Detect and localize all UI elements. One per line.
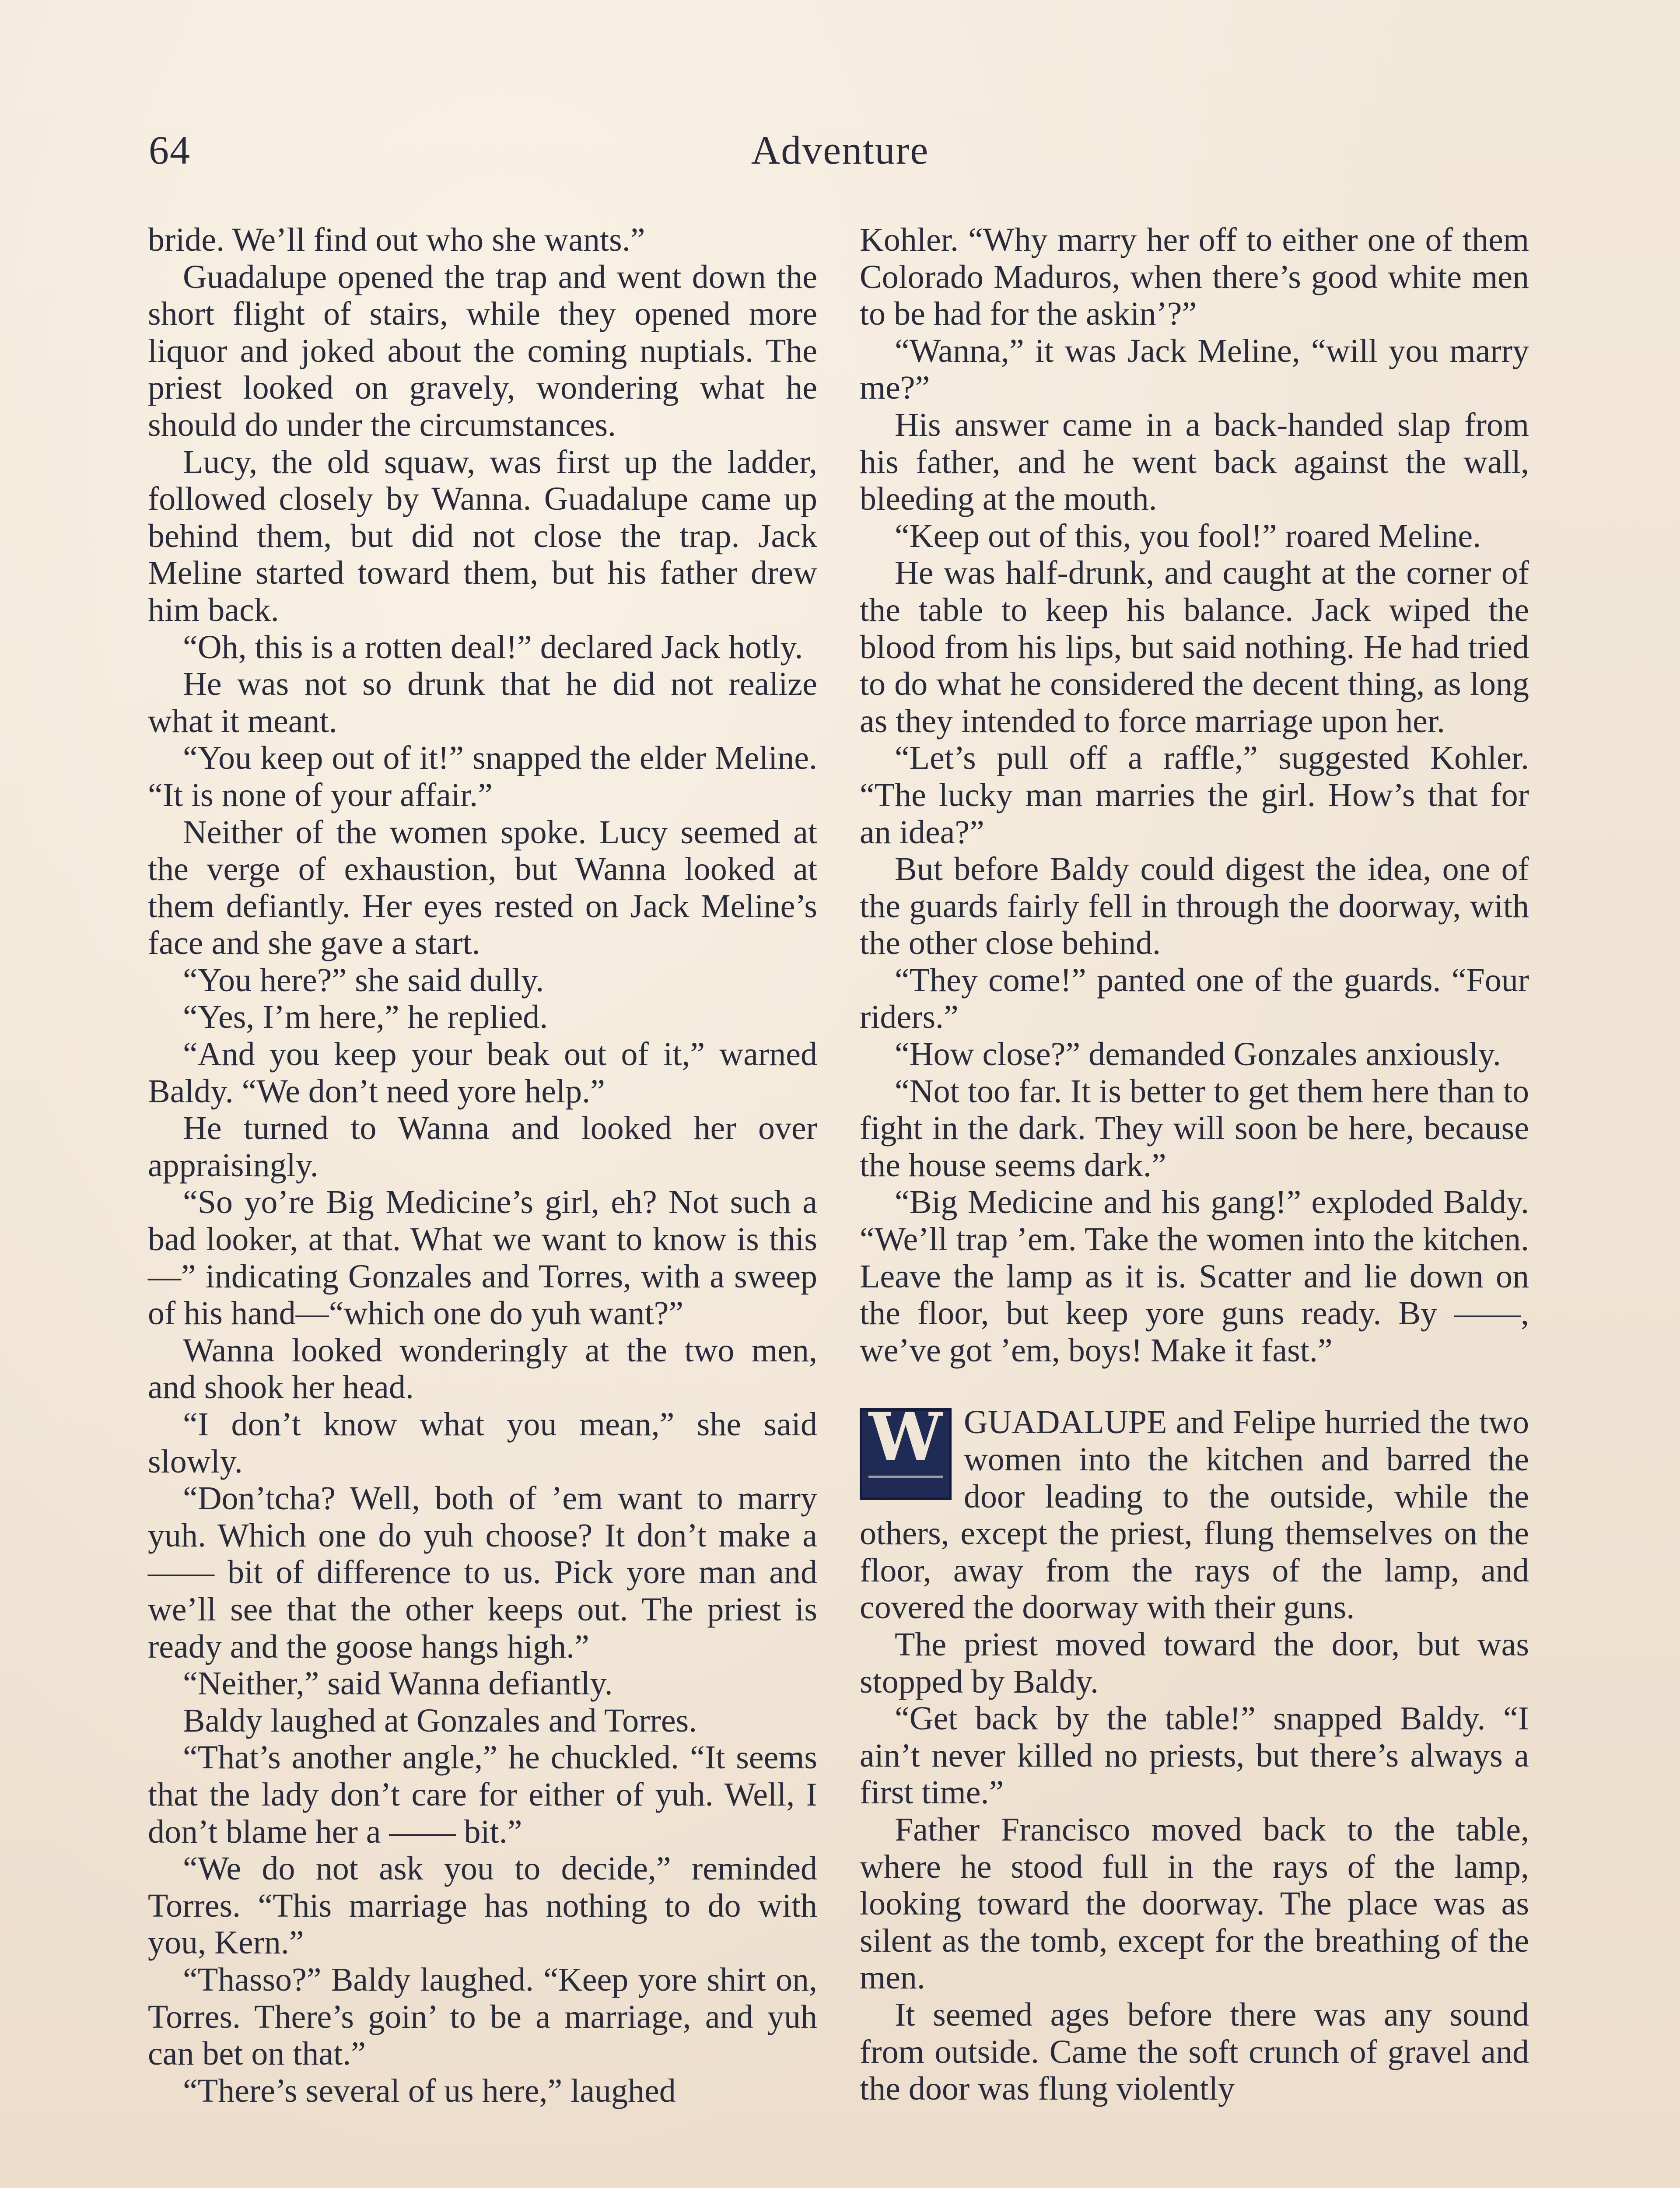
paragraph: “That’s another angle,” he chuckled. “It seems that the lady don’t care for either of yuh. Well, I don’t blame her a —— bit.” [148,1739,817,1850]
paragraph: His answer came in a back-handed slap from his father, and he went back against the wall, bleeding at the mouth. [860,406,1529,518]
paragraph: “How close?” demanded Gonzales anxiously. [895,1036,1501,1073]
paragraph: Wanna looked wonderingly at the two men, and shook her head. [148,1332,817,1406]
drop-cap-letter: W [868,1399,943,1476]
paragraph-continuation: bride. We’ll find out who she wants.” [148,221,645,258]
paragraph: Baldy laughed at Gonzales and Torres. [183,1702,697,1739]
paragraph: “We do not ask you to decide,” reminded Torres. “This marriage has nothing to do with you, Kern.” [148,1850,817,1961]
paragraph: “Neither,” said Wanna defiantly. [183,1665,613,1702]
paragraph: Neither of the women spoke. Lucy seemed at the verge of exhaustion, but Wanna looked at them defiantly. Her eyes rested on Jack Meline’s face and she gave a start. [148,813,817,962]
paragraph: He was half-drunk, and caught at the corner of the table to keep his balance. Jack wiped the blood from his lips, but said nothing. He had tried to do what he considered the decent thing, as long as they intended to force marriage upon her. [860,554,1529,740]
paragraph: “Thasso?” Baldy laughed. “Keep yore shirt on, Torres. There’s goin’ to be a marriage, and yuh can bet on that.” [148,1961,817,2072]
paragraph: It seemed ages before there was any sound from outside. Came the soft crunch of gravel and the door was flung violently [860,1996,1529,2107]
paragraph: “I don’t know what you mean,” she said slowly. [148,1406,817,1480]
paragraph: The priest moved toward the door, but was stopped by Baldy. [860,1626,1529,1700]
paragraph-section-start [860,1399,1529,1626]
paragraph: “Keep out of this, you fool!” roared Meline. [895,517,1481,554]
paragraph: He turned to Wanna and looked her over appraisingly. [148,1110,817,1184]
paragraph: “You keep out of it!” snapped the elder Meline. “It is none of your affair.” [148,740,817,813]
text-column-left [148,221,817,2109]
paragraph: “You here?” she said dully. [183,961,544,999]
text-column-right [860,221,1529,2107]
page-number: 64 [149,128,191,172]
paragraph: “Don’tcha? Well, both of ’em want to marry yuh. Which one do yuh choose? It don’t make a —— bit of difference to us. Pick yore man and we’ll see that the other keeps out. The priest is ready and the goose hangs high.” [148,1480,817,1665]
magazine-title: Adventure [751,128,929,172]
paragraph: Guadalupe opened the trap and went down the short flight of stairs, while they opened more liquor and joked about the coming nuptials. The priest looked on gravely, wondering what he should do under the circumstances. [148,258,817,443]
paragraph: “Get back by the table!” snapped Baldy. “I ain’t never killed no priests, but there’s always a first time.” [860,1700,1529,1811]
drop-cap-ornament [860,1399,952,1500]
paragraph-text: GUADALUPE and Felipe hurried the two women into the kitchen and barred the door leading to the outside, while the others, except the priest, flung themselves on the floor, away from the rays of the lamp, and covered the doorway with their guns. [860,1404,1529,1626]
paragraph: “Yes, I’m here,” he replied. [183,999,548,1036]
paragraph-continuation: Kohler. “Why marry her off to either one of them Colorado Maduros, when there’s good white men to be had for the askin’?” [860,221,1529,333]
paragraph: “Oh, this is a rotten deal!” declared Jack hotly. [183,628,803,666]
paragraph: “There’s several of us here,” laughed [183,2072,676,2109]
paragraph: “They come!” panted one of the guards. “Four riders.” [860,961,1529,1036]
paragraph: “Not too far. It is better to get them here than to fight in the dark. They will soon be here, because the house seems dark.” [860,1073,1529,1184]
paragraph: “And you keep your beak out of it,” warned Baldy. “We don’t need yore help.” [148,1036,817,1110]
paragraph: But before Baldy could digest the idea, one of the guards fairly fell in through the doorway, with the other close behind. [860,851,1529,962]
paragraph: “Wanna,” it was Jack Meline, “will you marry me?” [860,332,1529,407]
paragraph: “Let’s pull off a raffle,” suggested Kohler. “The lucky man marries the girl. How’s that for an idea?” [860,740,1529,851]
paragraph: Father Francisco moved back to the table, where he stood full in the rays of the lamp, looking toward the doorway. The place was as silent as the tomb, except for the breathing of the men. [860,1811,1529,1996]
paragraph: “Big Medicine and his gang!” exploded Baldy. “We’ll trap ’em. Take the women into the kitchen. Leave the lamp as it is. Scatter and lie down on the floor, but keep yore guns ready. By ——, we’ve got ’em, boys! Make it fast.” [860,1184,1529,1369]
paragraph: “So yo’re Big Medicine’s girl, eh? Not such a bad looker, at that. What we want to know is this—” indicating Gonzales and Torres, with a sweep of his hand—“which one do yuh want?” [148,1184,817,1332]
paragraph: He was not so drunk that he did not realize what it meant. [148,666,817,740]
paragraph: Lucy, the old squaw, was first up the ladder, followed closely by Wanna. Guadalupe came up behind them, but did not close the trap. Jack Meline started toward them, but his father drew him back. [148,443,817,628]
page-header [149,127,1531,179]
